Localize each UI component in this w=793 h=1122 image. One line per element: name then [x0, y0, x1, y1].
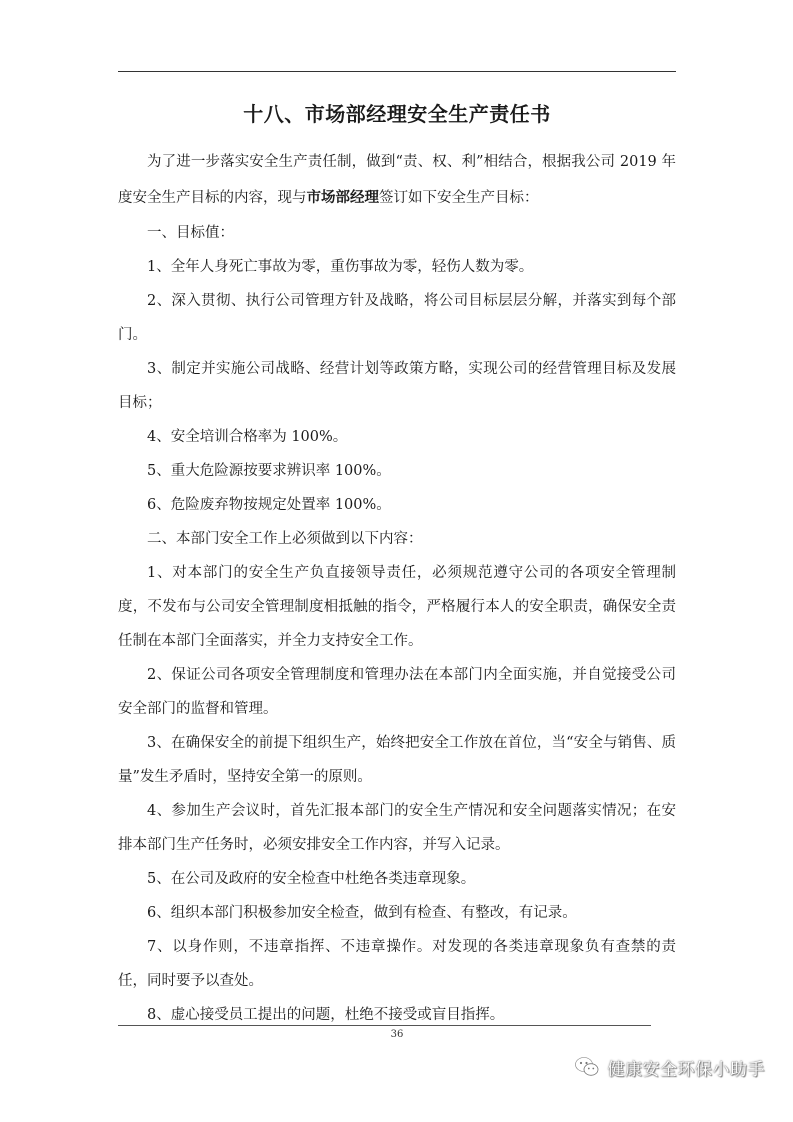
requirement-item-1: 1、对本部门的安全生产负直接领导责任，必须规范遵守公司的各项安全管理制度，不发布与公司安全管理制度相抵触的指令，严格履行本人的安全职责，确保安全责任制在本部门全面落实，并全力支持安全工作。 — [118, 565, 676, 649]
requirement-item-5: 5、在公司及政府的安全检查中杜绝各类违章现象。 — [147, 871, 476, 887]
requirement-item-6: 6、组织本部门积极参加安全检查，做到有检查、有整改，有记录。 — [147, 905, 577, 921]
target-item-5: 5、重大危险源按要求辨识率 100%。 — [147, 463, 391, 479]
watermark-text: 健康安全环保小助手 — [607, 1059, 765, 1080]
requirement-item-4: 4、参加生产会议时，首先汇报本部门的安全生产情况和安全问题落实情况；在安排本部门生产任务时，必须安排安全工作内容，并写入记录。 — [118, 803, 676, 853]
document-title: 十八、市场部经理安全生产责任书 — [243, 102, 551, 126]
target-item-1: 1、全年人身死亡事故为零，重伤事故为零，轻伤人数为零。 — [147, 259, 534, 275]
intro-emphasis: 市场部经理 — [306, 190, 379, 206]
wechat-icon — [574, 1055, 600, 1079]
intro-text-after: 签订如下安全生产目标： — [379, 190, 539, 206]
intro-text-before: 为了进一步落实安全生产责任制，做到“责、权、利”相结合，根据我公司 2019 年度安全生产目标的内容，现与 — [118, 154, 676, 206]
footer-rule — [118, 1025, 651, 1026]
watermark — [574, 1052, 766, 1082]
document-body — [118, 144, 676, 1032]
requirement-item-2: 2、保证公司各项安全管理制度和管理办法在本部门内全面实施，并自觉接受公司安全部门的监督和管理。 — [118, 667, 676, 717]
requirement-item-7: 7、以身作则，不违章指挥、不违章操作。对发现的各类违章现象负有查禁的责任，同时要予以查处。 — [118, 939, 676, 989]
intro-paragraph — [118, 144, 676, 216]
page-number: 36 — [390, 1029, 404, 1040]
requirement-item-8: 8、虚心接受员工提出的问题，杜绝不接受或盲目指挥。 — [147, 1007, 505, 1023]
target-item-2: 2、深入贯彻、执行公司管理方针及战略，将公司目标层层分解，并落实到每个部门。 — [118, 293, 676, 343]
target-item-6: 6、危险废弃物按规定处置率 100%。 — [147, 497, 391, 513]
section-heading-targets: 一、目标值： — [147, 225, 234, 241]
requirement-item-3: 3、在确保安全的前提下组织生产，始终把安全工作放在首位，当“安全与销售、质量”发生矛盾时，坚持安全第一的原则。 — [118, 735, 676, 785]
section-heading-requirements: 二、本部门安全工作上必须做到以下内容： — [147, 531, 423, 547]
target-item-3: 3、制定并实施公司战略、经营计划等政策方略，实现公司的经营管理目标及发展目标； — [118, 361, 676, 411]
target-item-4: 4、安全培训合格率为 100%。 — [147, 429, 348, 445]
header-rule — [118, 71, 676, 72]
